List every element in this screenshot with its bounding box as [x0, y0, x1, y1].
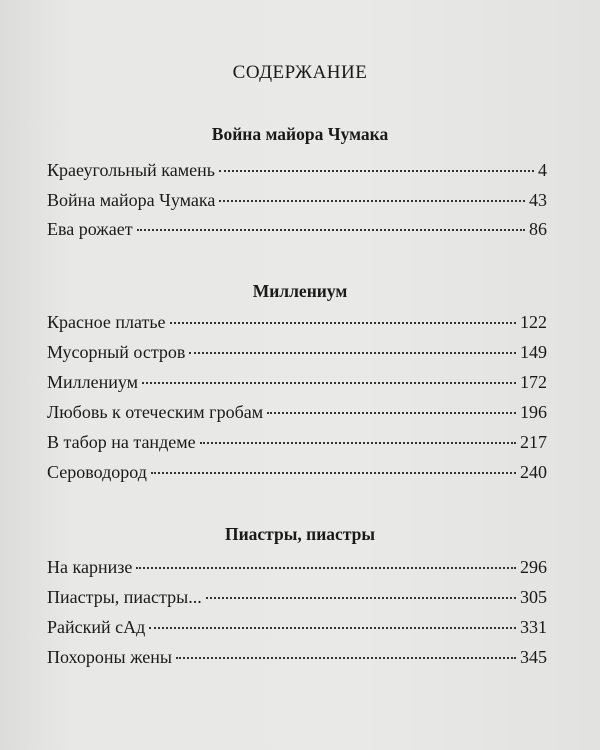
toc-entry [47, 188, 547, 212]
toc-entry [47, 430, 547, 454]
dot-leader [267, 412, 516, 414]
entry-page-number: 331 [520, 617, 547, 637]
toc-entry [47, 217, 547, 241]
entry-title: Похороны жены [47, 647, 173, 667]
toc-entry [47, 460, 547, 484]
toc-entry [47, 340, 547, 364]
entry-page-number: 240 [520, 462, 547, 482]
entry-page-number: 345 [520, 647, 547, 667]
entry-page-number: 196 [520, 402, 547, 422]
section-heading-2: Миллениум [252, 281, 348, 301]
dot-leader [142, 382, 516, 384]
entry-page-number: 43 [529, 190, 547, 210]
entry-page-number: 122 [520, 312, 547, 332]
dot-leader [189, 352, 516, 354]
entry-title: Пиастры, пиастры... [47, 587, 202, 607]
toc-entry [47, 615, 547, 639]
entry-page-number: 217 [520, 432, 547, 452]
dot-leader [219, 170, 534, 172]
toc-entry [47, 555, 547, 579]
dot-leader [200, 442, 516, 444]
dot-leader [149, 627, 516, 629]
dot-leader [170, 322, 516, 324]
entry-title: Краеугольный камень [47, 160, 215, 180]
entry-page-number: 149 [520, 342, 547, 362]
entry-title: Красное платье [47, 312, 166, 332]
toc-entry [47, 158, 547, 182]
entry-page-number: 86 [529, 219, 547, 239]
dot-leader [151, 472, 516, 474]
toc-entry [47, 370, 547, 394]
entry-title: Любовь к отеческим гробам [47, 402, 264, 422]
entry-title: Сероводород [47, 462, 147, 482]
toc-entry [47, 400, 547, 424]
toc-entry [47, 585, 547, 609]
dot-leader [219, 200, 525, 202]
entry-title: Ева рожает [47, 219, 133, 239]
section-heading-3: Пиастры, пиастры [224, 524, 376, 544]
entry-page-number: 4 [538, 160, 547, 180]
toc-entry [47, 310, 547, 334]
entry-title: Райский сАд [47, 617, 146, 637]
dot-leader [136, 567, 516, 569]
dot-leader [206, 597, 516, 599]
entry-page-number: 296 [520, 557, 547, 577]
entry-page-number: 172 [520, 372, 547, 392]
toc-title: СОДЕРЖАНИЕ [232, 62, 368, 83]
dot-leader [176, 657, 516, 659]
dot-leader [137, 229, 525, 231]
entry-title: Мусорный остров [47, 342, 186, 362]
entry-page-number: 305 [520, 587, 547, 607]
section-heading-1: Война майора Чумака [211, 124, 389, 144]
entry-title: Война майора Чумака [47, 190, 216, 210]
toc-entry [47, 645, 547, 669]
entry-title: В табор на тандеме [47, 432, 196, 452]
entry-title: На карнизе [47, 557, 133, 577]
entry-title: Миллениум [47, 372, 139, 392]
